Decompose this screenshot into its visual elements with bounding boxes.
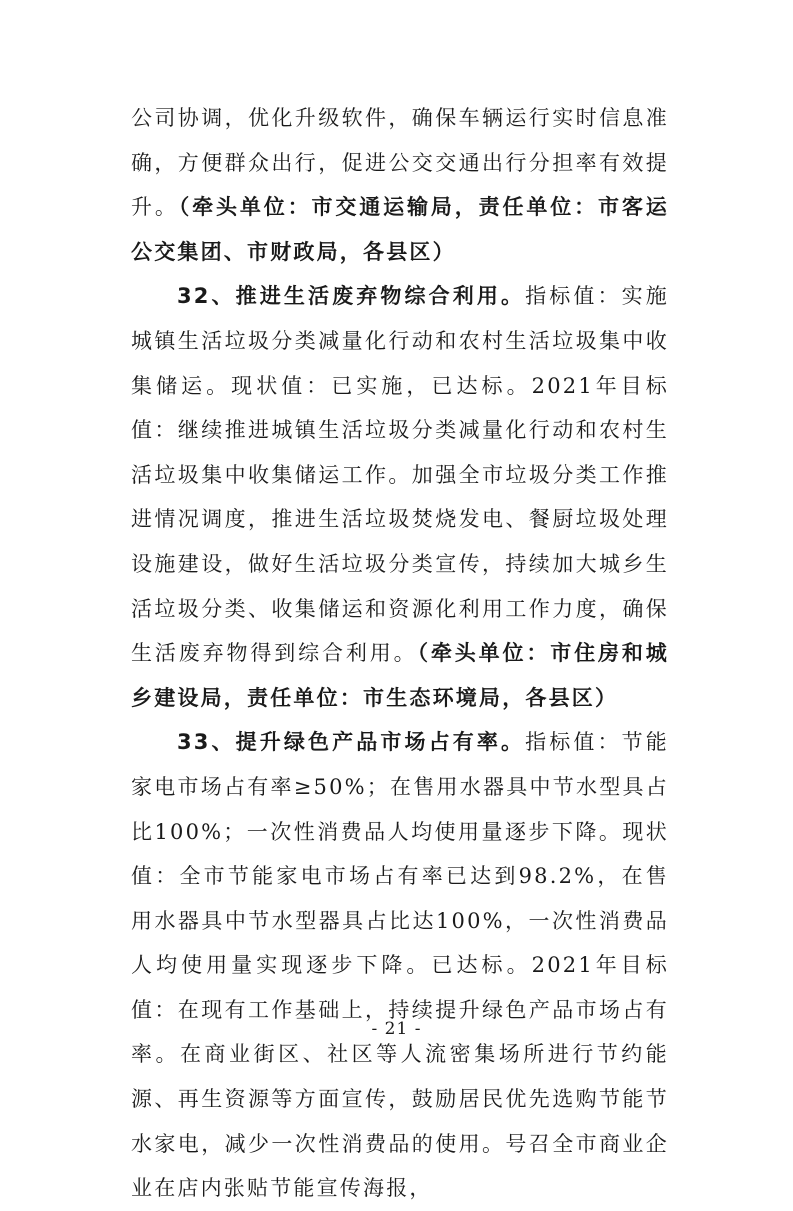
paragraph-text: 公司协调，优化升级软件，确保车辆运行实时信息准确，方便群众出行，促进公交交通出行分担率有效提升。 [131,106,669,220]
paragraph-text: 指标值：节能家电市场占有率≥50%；在售用水器具中节水型具占比100%；一次性消费品人均使用量逐步下降。现状值：全市节能家电市场占有率已达到98.2%，在售用水器具中节水型器具占比达100%，一次性消费品人均使用量实现逐步下降。已达标。2021年目标值：在现有工作基础上，持续提升绿色产品市场占有率。在商业街区、社区等人流密集场所进行节约能源、再生资源等方面宣传，鼓励居民优先选购节能节水家电，减少一次性消费品的使用。号召全市商业企业在店内张贴节能宣传海报， [131,730,669,1201]
page-number: - 21 - [371,1019,422,1039]
item-heading: 33、提升绿色产品市场占有率。 [177,730,526,755]
paragraph-item-33 [131,720,669,1211]
responsible-units: （牵头单位：市住房和城乡建设局，责任单位：市生态环境局，各县区） [131,641,669,710]
paragraph-text: 指标值：实施城镇生活垃圾分类减量化行动和农村生活垃圾集中收集储运。现状值：已实施，已达标。2021年目标值：继续推进城镇生活垃圾分类减量化行动和农村生活垃圾集中收集储运工作。加强全市垃圾分类工作推进情况调度，推进生活垃圾焚烧发电、餐厨垃圾处理设施建设，做好生活垃圾分类宣传，持续加大城乡生活垃圾分类、收集储运和资源化利用工作力度，确保生活废弃物得到综合利用。 [131,284,669,666]
item-heading: 32、推进生活废弃物综合利用。 [177,284,526,309]
paragraph-item-32 [131,274,669,720]
responsible-units: （牵头单位：市交通运输局，责任单位：市客运公交集团、市财政局，各县区） [131,195,670,264]
document-body [131,96,669,1211]
paragraph-continuation [131,96,669,274]
